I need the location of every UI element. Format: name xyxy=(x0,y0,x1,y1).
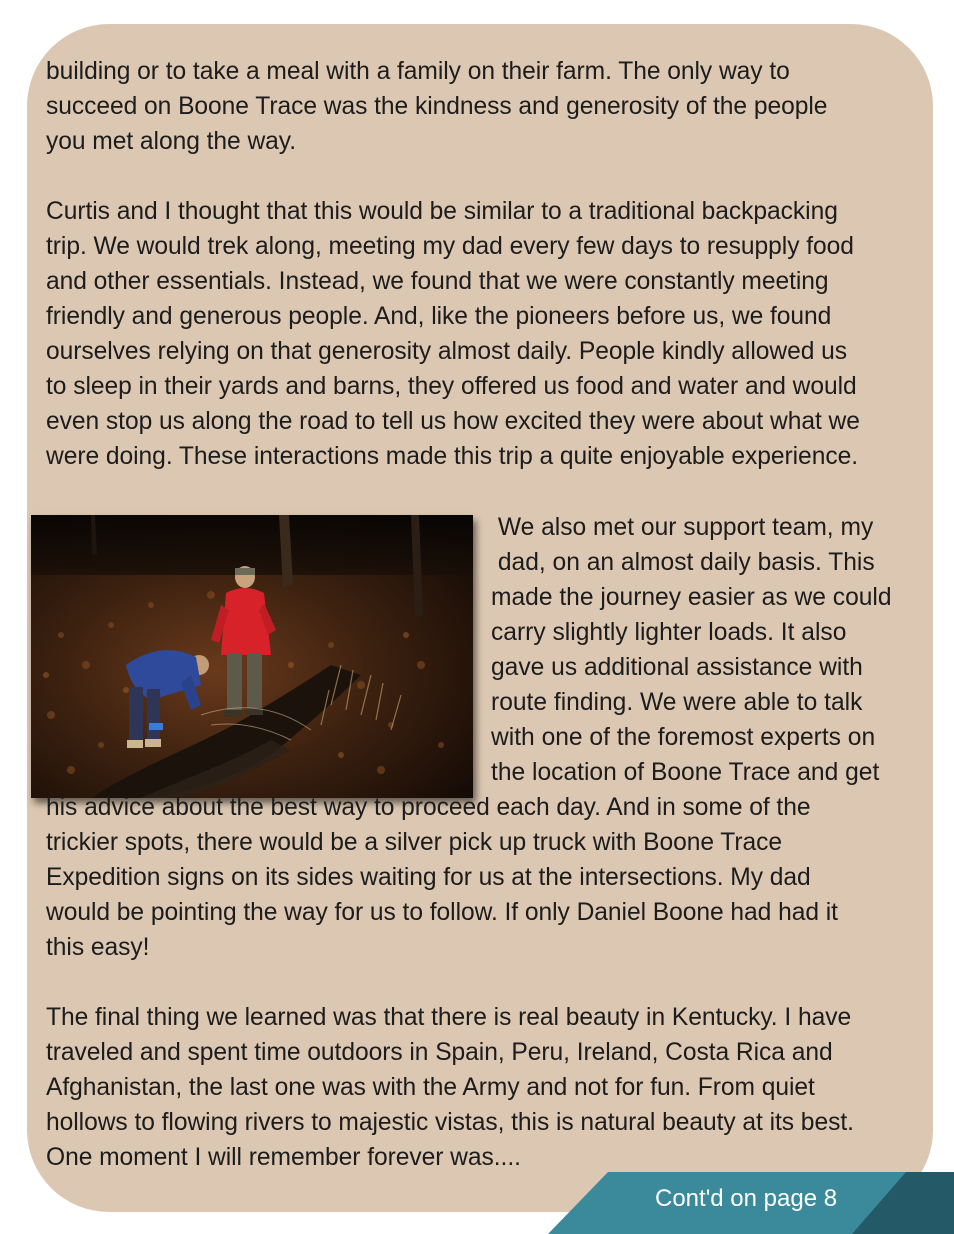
paragraph-hospitality: building or to take a meal with a family on their farm. The only way to succeed on Boone Trace was the kindness and generosity of the people you met along the way. xyxy=(46,58,828,155)
paragraph-backpacking: Curtis and I thought that this would be similar to a traditional backpacking trip. We would trek along, meeting my dad every few days to resupply food and other essentials. Instead, we found that we were constantly meeting friendly and generous people. And, like the pioneers before us, we found ourselves relying on that generosity almost daily. People kindly allowed us to sleep in their yards and barns, they offered us food and water and would even stop us along the road to tell us how excited they were about what we were doing. These interactions made this trip a quite enjoyable experience. xyxy=(46,198,860,470)
paragraph-support-team: We also met our support team, my dad, on an almost daily basis. This made the journey easier as we could carry slightly lighter loads. It also gave us additional assistance with route finding. We were able to talk with one of the foremost experts on the location of Boone Trace and get xyxy=(491,514,892,786)
paragraph-kentucky-beauty: The final thing we learned was that there is real beauty in Kentucky. I have traveled and spent time outdoors in Spain, Peru, Ireland, Costa Rica and Afghanistan, the last one was with the Army and not for fun. From quiet hollows to flowing rivers to majestic vistas, this is natural beauty at its best. One moment I will remember forever was.... xyxy=(46,1004,854,1171)
continued-on-page-link[interactable]: Cont'd on page 8 xyxy=(655,1185,838,1212)
paragraph-support-team-continued: his advice about the best way to proceed each day. And in some of the trickier spots, there would be a silver pick up truck with Boone Trace Expedition signs on its sides waiting for us at the intersections. My dad would be pointing the way for us to follow. If only Daniel Boone had had it this easy! xyxy=(46,794,838,961)
